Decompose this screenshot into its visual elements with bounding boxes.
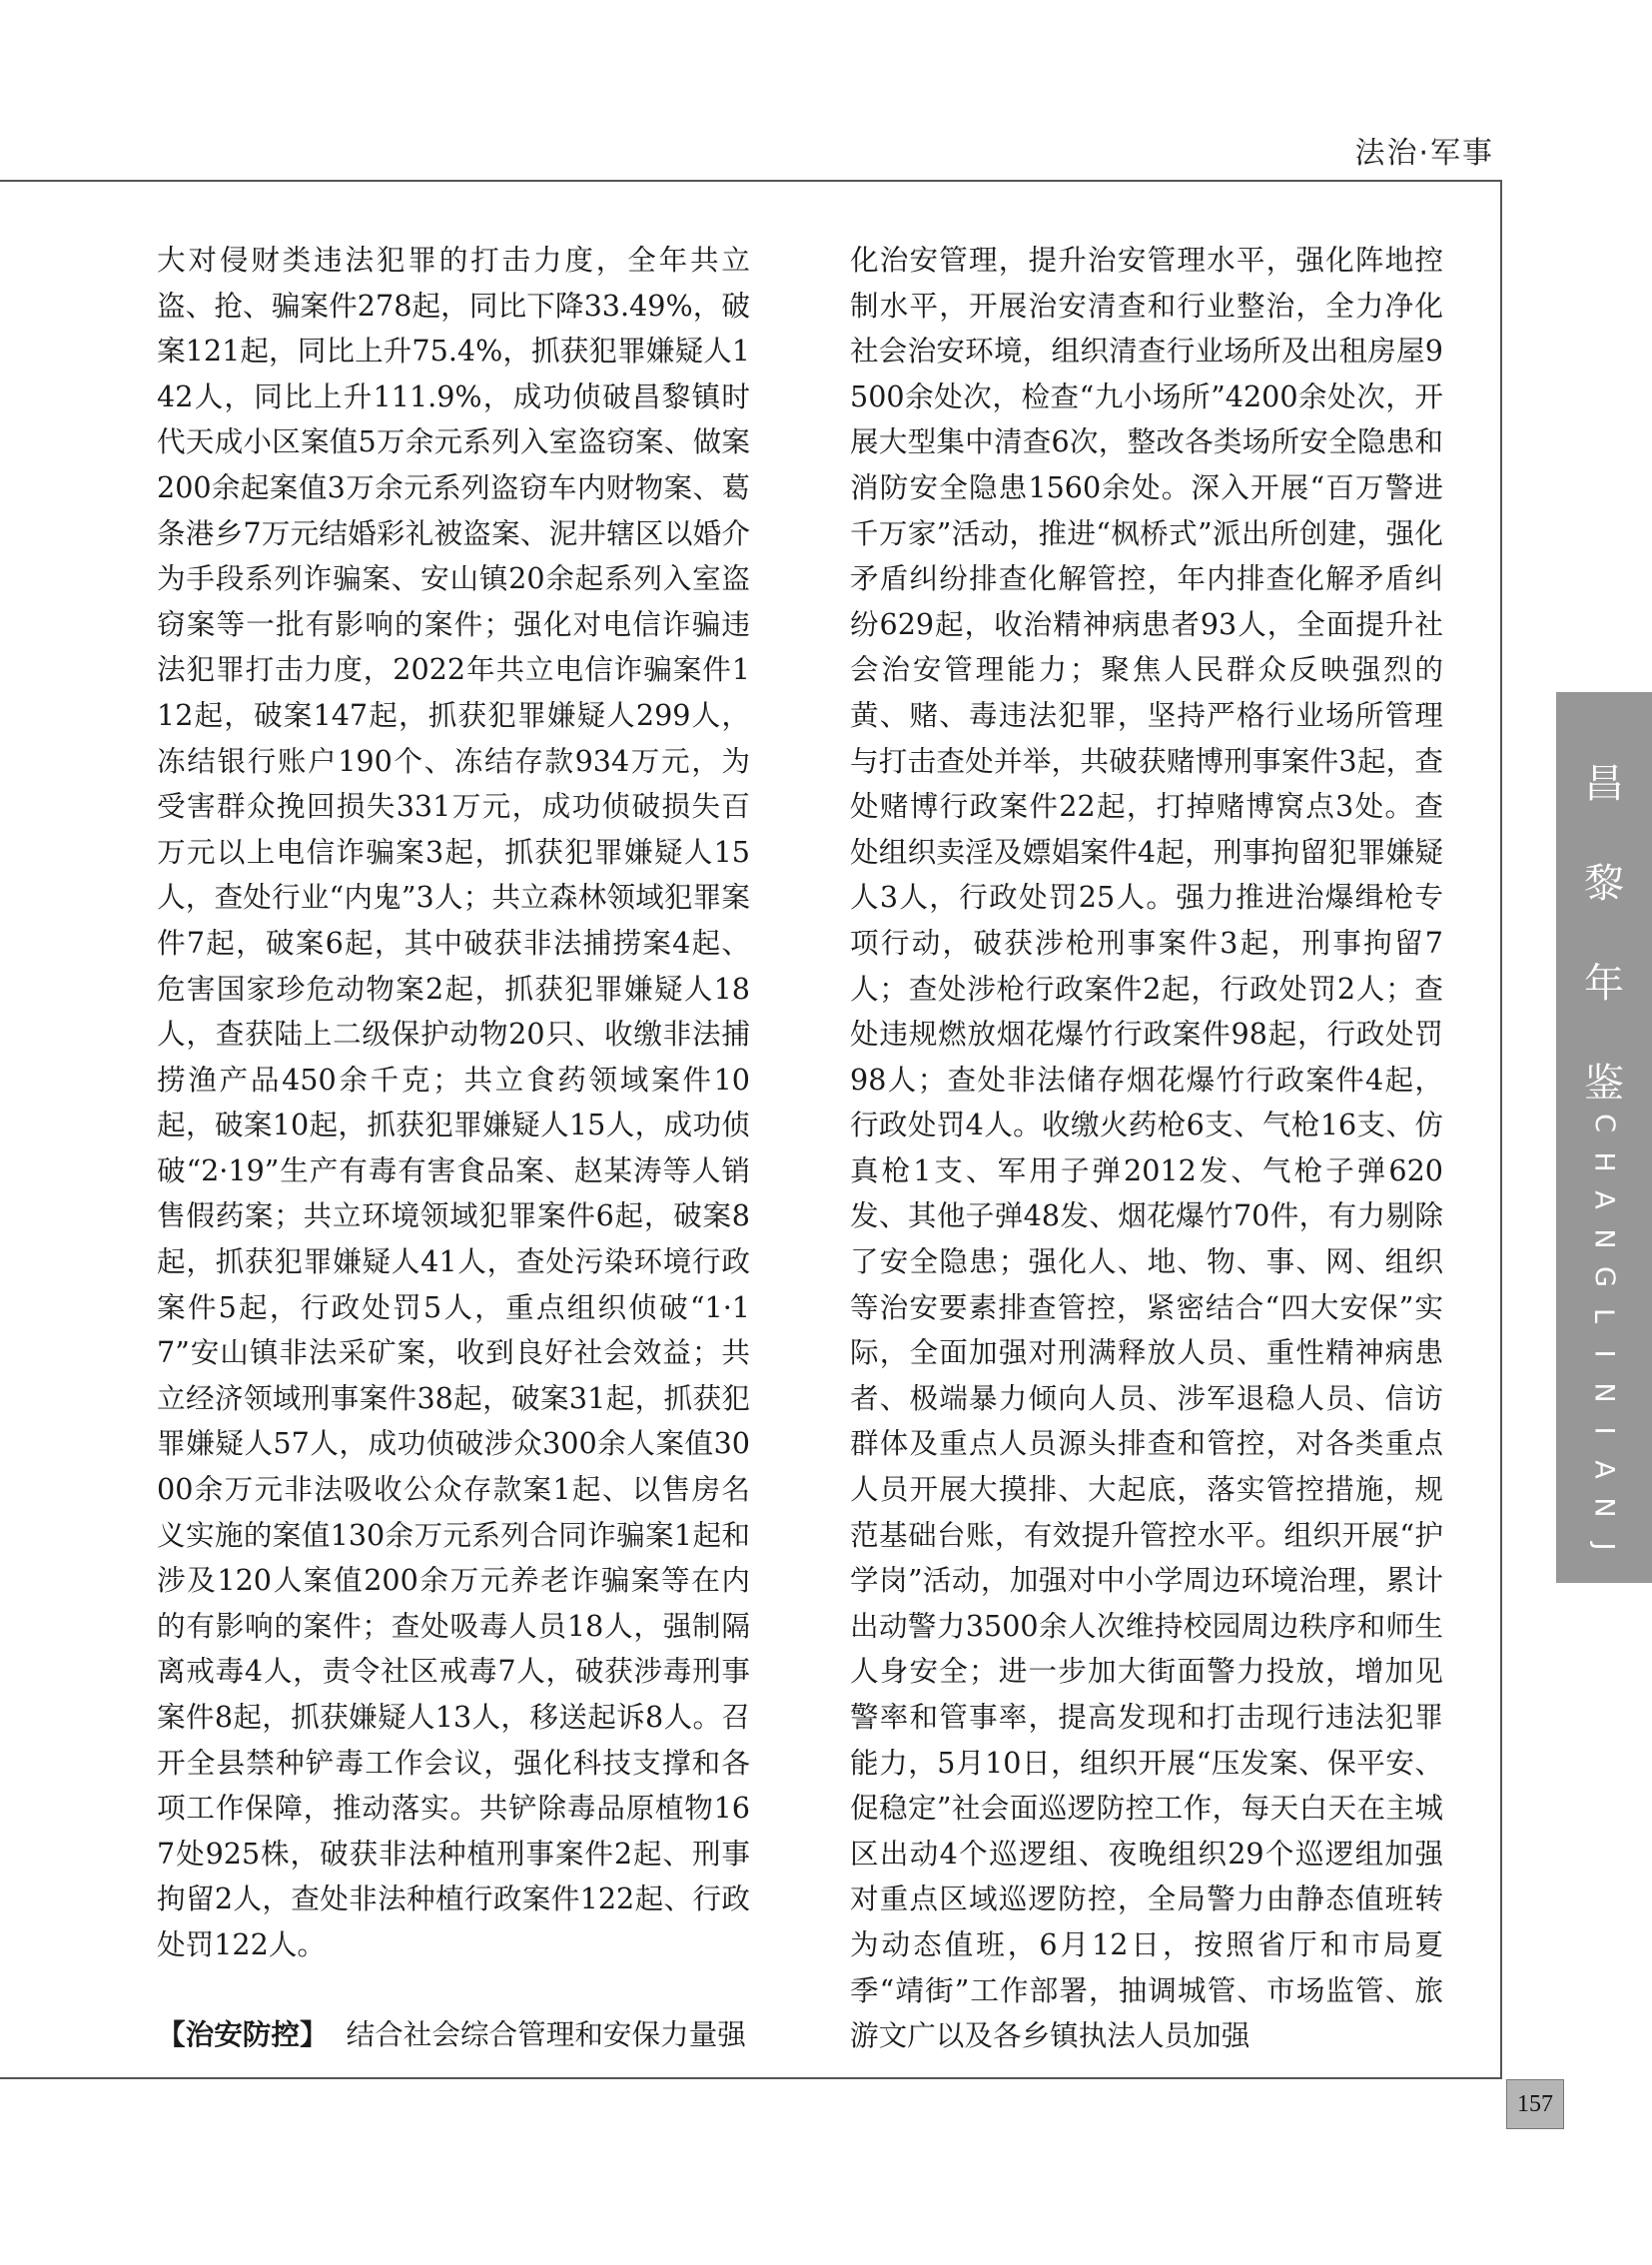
right-rule bbox=[1500, 180, 1502, 2077]
side-letter: J bbox=[1588, 1542, 1620, 1550]
side-letter: H bbox=[1588, 1150, 1620, 1172]
side-letter: C bbox=[1588, 1114, 1620, 1132]
side-tab-chinese bbox=[1556, 761, 1652, 1163]
side-letter: A bbox=[1588, 1459, 1620, 1479]
section-paragraph bbox=[157, 2012, 750, 2058]
top-rule bbox=[0, 180, 1502, 182]
side-letter: I bbox=[1588, 1426, 1620, 1435]
side-letter: N bbox=[1588, 1381, 1620, 1403]
side-letter: I bbox=[1588, 1349, 1620, 1358]
side-letter: L bbox=[1588, 1307, 1620, 1323]
side-letter: I bbox=[1588, 1580, 1620, 1589]
side-char: 年 bbox=[1584, 961, 1624, 1007]
side-char: 鉴 bbox=[1584, 1061, 1624, 1107]
side-tab-english bbox=[1556, 1110, 1652, 1687]
text-columns bbox=[157, 238, 1443, 2053]
bottom-rule bbox=[0, 2077, 1502, 2079]
left-column bbox=[157, 238, 750, 2051]
right-column bbox=[850, 238, 1443, 2053]
side-char: 黎 bbox=[1584, 861, 1624, 907]
section-label: 【治安防控】 bbox=[157, 2016, 329, 2051]
right-paragraph: 化治安管理，提升治安管理水平，强化阵地控制水平，开展治安清查和行业整治，全力净化社会治安环境，组织清查行业场所及出租房屋9500余处次，检查“九小场所”4200余处次，开展大型集中清查6次，整改各类场所安全隐患和消防安全隐患1560余处。深入开展“百万警进千万家”活动，推进“枫桥式”派出所创建，强化矛盾纠纷排查化解管控，年内排查化解矛盾纠纷629起，收治精神病患者93人，全面提升社会治安管理能力；聚焦人民群众反映强烈的黄、赌、毒违法犯罪，坚持严格行业场所管理与打击查处并举，共破获赌博刑事案件3起，查处赌博行政案件22起，打掉赌博窝点3处。查处组织卖淫及嫖娼案件4起，刑事拘留犯罪嫌疑人3人，行政处罚25人。强力推进治爆缉枪专项行动，破获涉枪刑事案件3起，刑事拘留7人；查处涉枪行政案件2起，行政处罚2人；查处违规燃放烟花爆竹行政案件98起，行政处罚98人；查处非法储存烟花爆竹行政案件4起，行政处罚4人。收缴火药枪6支、气枪16支、仿真枪1支、军用子弹2012发、气枪子弹620发、其他子弹48发、烟花爆竹70件，有力剔除了安全隐患；强化人、地、物、事、网、组织等治安要素排查管控，紧密结合“四大安保”实际，全面加强对刑满释放人员、重性精神病患者、极端暴力倾向人员、涉军退稳人员、信访群体及重点人员源头排查和管控，对各类重点人员开展大摸排、大起底，落实管控措施，规范基础台账，有效提升管控水平。组织开展“护学岗”活动，加强对中小学周边环境治理，累计出动警力3500余人次维持校园周边秩序和师生人身安全；进一步加大街面警力投放，增加见警率和管事率，提高发现和打击现行违法犯罪能力，5月10日，组织开展“压发案、保平安、促稳定”社会面巡逻防控工作，每天白天在主城区出动4个巡逻组、夜晚组织29个巡逻组加强对重点区域巡逻防控，全局警力由静态值班转为动态值班，6月12日，按照省厅和市局夏季“靖街”工作部署，抽调城管、市场监管、旅游文广以及各乡镇执法人员加强 bbox=[850, 243, 1443, 2053]
page-number: 157 bbox=[1506, 2079, 1564, 2129]
yearbook-side-tab bbox=[1556, 692, 1652, 1672]
section-text: 结合社会综合管理和安保力量强 bbox=[346, 2016, 746, 2051]
side-letter: G bbox=[1588, 1266, 1620, 1287]
side-letter: N bbox=[1588, 1497, 1620, 1518]
side-letter: A bbox=[1588, 1190, 1620, 1209]
section-header: 法治·军事 bbox=[1354, 136, 1494, 171]
side-letter: N bbox=[1588, 1651, 1620, 1672]
side-letter: A bbox=[1588, 1613, 1620, 1633]
side-char: 昌 bbox=[1584, 761, 1624, 807]
left-paragraph: 大对侵财类违法犯罪的打击力度，全年共立盗、抢、骗案件278起，同比下降33.49%，破案121起，同比上升75.4%，抓获犯罪嫌疑人142人，同比上升111.9%，成功侦破昌黎镇时代天成小区案值5万余元系列入室盗窃案、做案200余起案值3万余元系列盗窃车内财物案、葛条港乡7万元结婚彩礼被盗案、泥井辖区以婚介为手段系列诈骗案、安山镇20余起系列入室盗窃案等一批有影响的案件；强化对电信诈骗违法犯罪打击力度，2022年共立电信诈骗案件112起，破案147起，抓获犯罪嫌疑人299人，冻结银行账户190个、冻结存款934万元，为受害群众挽回损失331万元，成功侦破损失百万元以上电信诈骗案3起，抓获犯罪嫌疑人15人，查处行业“内鬼”3人；共立森林领域犯罪案件7起，破案6起，其中破获非法捕捞案4起、危害国家珍危动物案2起，抓获犯罪嫌疑人18人，查获陆上二级保护动物20只、收缴非法捕捞渔产品450余千克；共立食药领域案件10起，破案10起，抓获犯罪嫌疑人15人，成功侦破“2·19”生产有毒有害食品案、赵某涛等人销售假药案；共立环境领域犯罪案件6起，破案8起，抓获犯罪嫌疑人41人，查处污染环境行政案件5起，行政处罚5人，重点组织侦破“1·17”安山镇非法采矿案，收到良好社会效益；共立经济领域刑事案件38起，破案31起，抓获犯罪嫌疑人57人，成功侦破涉众300余人案值3000余万元非法吸收公众存款案1起、以售房名义实施的案值130余万元系列合同诈骗案1起和涉及120人案值200余万元养老诈骗案等在内的有影响的案件；查处吸毒人员18人，强制隔离戒毒4人，责令社区戒毒7人，破获涉毒刑事案件8起，抓获嫌疑人13人，移送起诉8人。召开全县禁种铲毒工作会议，强化科技支撑和各项工作保障，推动落实。共铲除毒品原植物167处925株，破获非法种植刑事案件2起、刑事拘留2人，查处非法种植行政案件122起、行政处罚122人。 bbox=[157, 243, 750, 1961]
side-letter: N bbox=[1588, 1227, 1620, 1249]
